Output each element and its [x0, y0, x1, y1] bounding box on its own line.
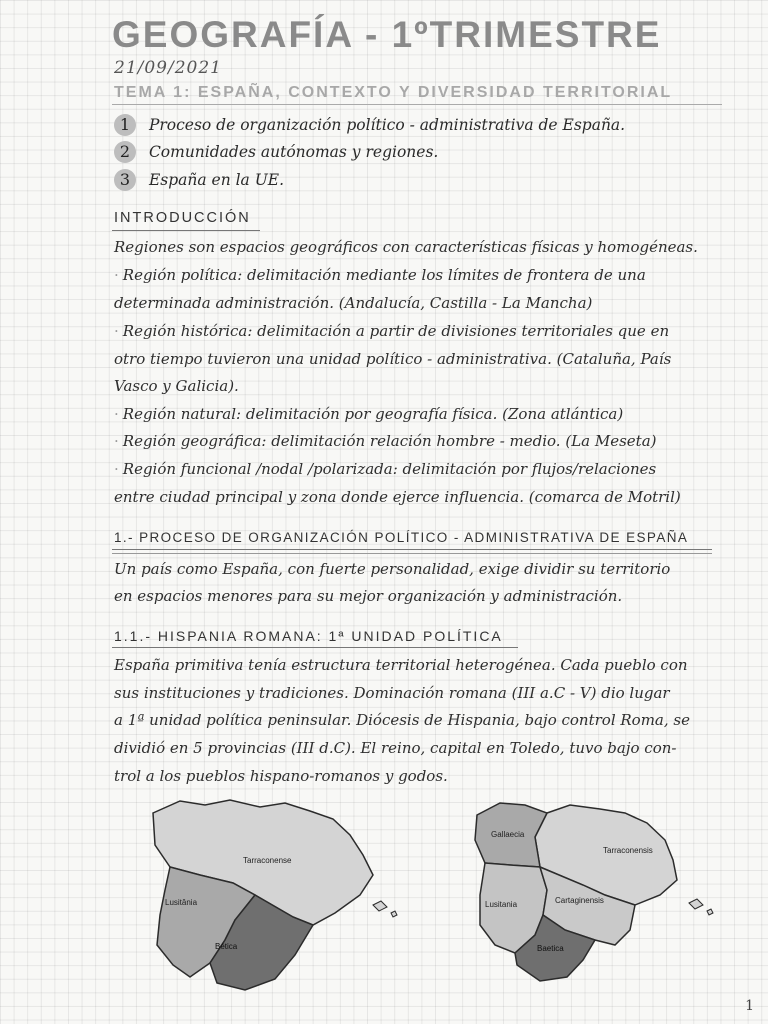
list-item — [114, 141, 438, 163]
topic-underline — [112, 104, 722, 105]
map-hispania-three-provinces — [135, 795, 420, 1000]
heading-underline-2 — [112, 553, 712, 554]
text-line: Un país como España, con fuerte personalidad, exige dividir su territorio — [114, 560, 671, 578]
text-line: · Región política: delimitación mediante los límites de frontera de una — [114, 266, 646, 284]
heading-underline — [112, 647, 518, 648]
map-label: Lusitânia — [165, 898, 198, 907]
text-line: Regiones son espacios geográficos con características físicas y homogéneas. — [114, 238, 698, 256]
text-line-content: Región geográfica: delimitación relación hombre - medio. (La Meseta) — [122, 432, 657, 450]
heading-underline — [112, 230, 260, 231]
date: 21/09/2021 — [114, 58, 222, 78]
map-label: Cartaginensis — [555, 896, 604, 905]
list-item — [114, 114, 625, 136]
heading-underline — [112, 549, 712, 550]
text-line: a 1ª unidad política peninsular. Diócesis de Hispania, bajo control Roma, se — [114, 711, 690, 729]
text-line-content: Región natural: delimitación por geografía física. (Zona atlántica) — [122, 405, 624, 423]
number-badge: 3 — [114, 169, 136, 191]
text-line: · Región geográfica: delimitación relación hombre - medio. (La Meseta) — [114, 432, 657, 450]
page-number: 1 — [745, 998, 754, 1014]
number-badge: 2 — [114, 141, 136, 163]
map-label: Tarraconensis — [603, 846, 653, 855]
text-line: determinada administración. (Andalucía, Castilla - La Mancha) — [114, 294, 593, 312]
map-hispania-five-provinces — [455, 795, 725, 995]
map-label: Tarraconense — [243, 856, 292, 865]
text-line-content: Región funcional /nodal /polarizada: delimitación por flujos/relaciones — [122, 460, 657, 478]
page-title: GEOGRAFÍA - 1ºTRIMESTRE — [112, 14, 662, 55]
text-line: Vasco y Galicia). — [114, 377, 239, 395]
text-line: trol a los pueblos hispano-romanos y godos. — [114, 767, 448, 785]
text-line: en espacios menores para su mejor organización y administración. — [114, 587, 623, 605]
text-line: sus instituciones y tradiciones. Dominación romana (III a.C - V) dio lugar — [114, 684, 670, 702]
text-line: · Región histórica: delimitación a partir de divisiones territoriales que en — [114, 322, 670, 340]
number-badge: 1 — [114, 114, 136, 136]
list-item-text: Comunidades autónomas y regiones. — [148, 143, 439, 161]
list-item-text: España en la UE. — [148, 171, 285, 189]
text-line: dividió en 5 provincias (III d.C). El reino, capital en Toledo, tuvo bajo con- — [114, 739, 677, 757]
list-item-text: Proceso de organización político - administrativa de España. — [148, 116, 626, 134]
section11-heading: 1.1.- HISPANIA ROMANA: 1ª UNIDAD POLÍTICA — [114, 628, 503, 644]
text-line: entre ciudad principal y zona donde ejerce influencia. (comarca de Motril) — [114, 488, 681, 506]
section1-heading: 1.- PROCESO DE ORGANIZACIÓN POLÍTICO - ADMINISTRATIVA DE ESPAÑA — [114, 530, 689, 545]
list-item — [114, 169, 284, 191]
text-line: · Región natural: delimitación por geografía física. (Zona atlántica) — [114, 405, 624, 423]
text-line-content: Región histórica: delimitación a partir de divisiones territoriales que en — [122, 322, 670, 340]
balearic-islands — [373, 901, 397, 917]
intro-heading: INTRODUCCIÓN — [114, 210, 251, 226]
text-line: España primitiva tenía estructura territorial heterogénea. Cada pueblo con — [114, 656, 688, 674]
text-line: · Región funcional /nodal /polarizada: delimitación por flujos/relaciones — [114, 460, 657, 478]
topic-title: TEMA 1: ESPAÑA, CONTEXTO Y DIVERSIDAD TERRITORIAL — [114, 84, 673, 101]
balearic-islands — [689, 899, 713, 915]
map-label: Bética — [215, 942, 238, 951]
text-line-content: Región política: delimitación mediante los límites de frontera de una — [122, 266, 646, 284]
map-label: Gallaecia — [491, 830, 525, 839]
text-line: otro tiempo tuvieron una unidad político - administrativa. (Cataluña, País — [114, 350, 672, 368]
map-label: Baetica — [537, 944, 564, 953]
map-label: Lusitania — [485, 900, 518, 909]
